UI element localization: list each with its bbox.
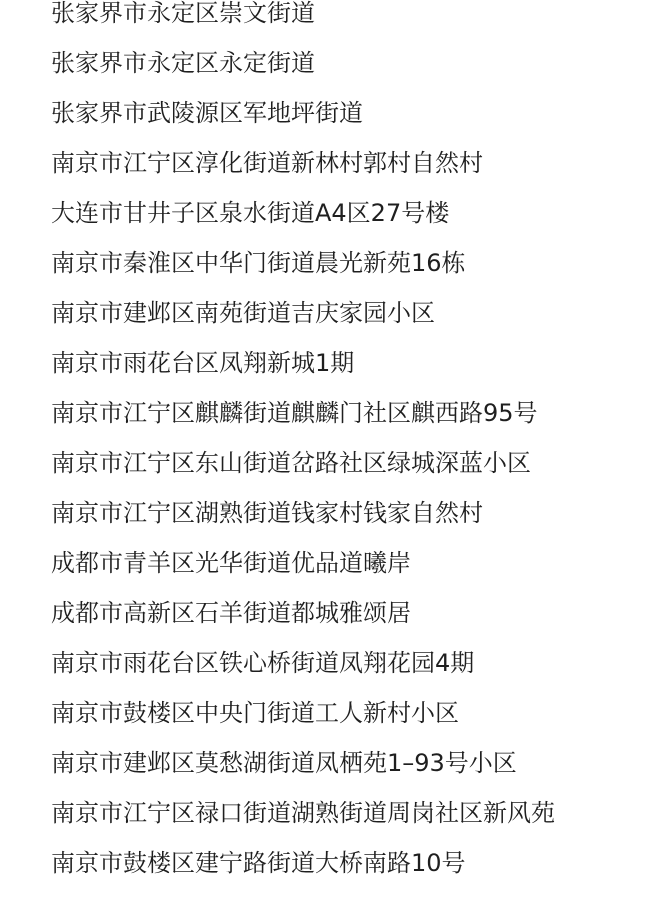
address-item: 南京市雨花台区铁心桥街道凤翔花园4期 (51, 649, 475, 677)
address-item: 张家界市永定区永定街道 (51, 49, 315, 77)
address-item: 南京市江宁区麒麟街道麒麟门社区麒西路95号 (51, 399, 538, 427)
address-item: 南京市江宁区湖熟街道钱家村钱家自然村 (51, 499, 483, 527)
address-item: 南京市建邺区莫愁湖街道凤栖苑1–93号小区 (51, 749, 517, 777)
address-item: 南京市秦淮区中华门街道晨光新苑16栋 (51, 249, 466, 277)
address-item: 张家界市永定区崇文街道 (51, 0, 315, 27)
address-item: 南京市江宁区淳化街道新林村郭村自然村 (51, 149, 483, 177)
address-item: 南京市雨花台区凤翔新城1期 (51, 349, 355, 377)
address-item: 大连市甘井子区泉水街道A4区27号楼 (51, 199, 450, 227)
address-item: 成都市高新区石羊街道都城雅颂居 (51, 599, 411, 627)
address-item: 张家界市武陵源区军地坪街道 (51, 99, 363, 127)
address-item: 南京市鼓楼区中央门街道工人新村小区 (51, 699, 459, 727)
address-item: 成都市青羊区光华街道优品道曦岸 (51, 549, 411, 577)
address-item: 南京市建邺区南苑街道吉庆家园小区 (51, 299, 435, 327)
address-item: 南京市鼓楼区建宁路街道大桥南路10号 (51, 849, 466, 877)
address-item: 南京市江宁区禄口街道湖熟街道周岗社区新风苑 (51, 799, 555, 827)
address-item: 南京市江宁区东山街道岔路社区绿城深蓝小区 (51, 449, 531, 477)
